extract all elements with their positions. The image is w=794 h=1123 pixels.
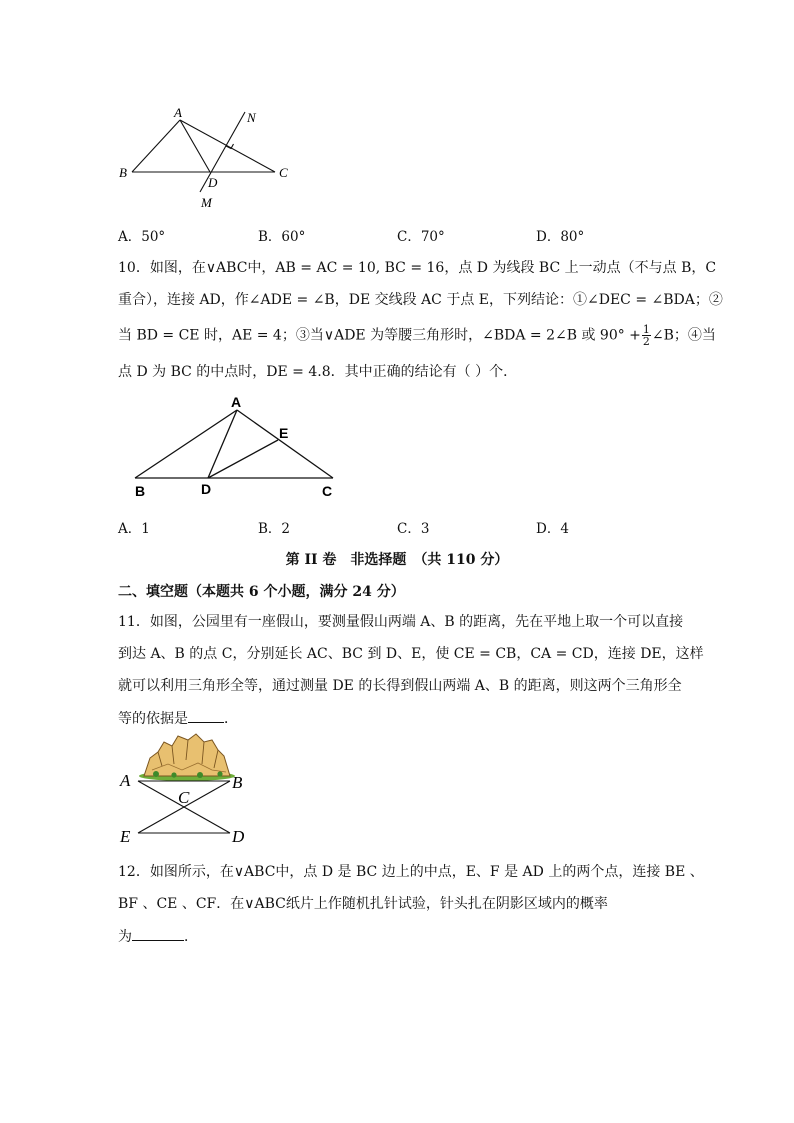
q12-line-3-end: ． (184, 929, 198, 945)
q9-option-b[interactable]: B．60° (258, 229, 306, 245)
q10-line-2: 重合），连接 AD，作∠ADE = ∠B，DE 交线段 AC 于点 E，下列结论：①∠DEC = ∠BDA；② (118, 292, 723, 308)
label-N: N (247, 110, 256, 125)
q10-line-3-pre: 当 BD = CE 时，AE = 4；③当∨ADE 为等腰三角形时，∠BDA = 2∠B 或 90° + (118, 327, 641, 344)
label-C: C (178, 788, 190, 807)
q10-option-c[interactable]: C．3 (397, 521, 430, 537)
fraction-numerator: 1 (642, 323, 650, 336)
q9-option-c[interactable]: C．70° (397, 229, 445, 245)
q9-option-a[interactable]: A．50° (118, 229, 166, 245)
q11-line-4 (118, 708, 238, 729)
segment-DE (208, 440, 278, 478)
segment-AB (135, 410, 237, 478)
q9-option-d[interactable]: D．80° (536, 229, 585, 245)
q12-answer-blank[interactable] (132, 926, 184, 941)
label-M: M (201, 195, 212, 210)
q12-line-3-text: 为 (118, 929, 132, 945)
label-E: E (120, 827, 131, 846)
fill-in-heading: 二、填空题（本题共 6 个小题，满分 24 分） (118, 584, 405, 600)
label-D: D (201, 481, 212, 497)
label-E: E (279, 425, 289, 441)
rockery-illustration (139, 734, 235, 781)
segment-AC (180, 120, 275, 172)
label-B: B (135, 483, 146, 499)
label-D: D (208, 175, 218, 190)
figure-q10 (125, 390, 345, 502)
label-B: B (119, 165, 127, 180)
q11-line-1: 11．如图，公园里有一座假山，要测量假山两端 A、B 的距离，先在平地上取一个可以直接 (118, 614, 684, 630)
q12-line-1: 12．如图所示，在∨ABC中，点 D 是 BC 边上的中点，E、F 是 AD 上的两个点，连接 BE 、 (118, 864, 704, 880)
q11-answer-blank[interactable] (188, 708, 224, 723)
q10-option-b[interactable]: B．2 (258, 521, 291, 537)
q10-line-3 (118, 324, 716, 347)
label-D: D (232, 827, 245, 846)
label-C: C (279, 165, 288, 180)
q11-line-4-text: 等的依据是 (118, 711, 188, 727)
figure-q9 (110, 100, 290, 215)
label-A: A (231, 394, 242, 410)
q11-line-2: 到达 A、B 的点 C，分别延长 AC、BC 到 D、E，使 CE = CB，CA = CD，连接 DE，这样 (118, 646, 704, 662)
q10-option-d[interactable]: D．4 (536, 521, 569, 537)
q10-line-1: 10．如图，在∨ABC中，AB = AC = 10, BC = 16，点 D 为线段 BC 上一动点（不与点 B，C (118, 260, 717, 276)
q11-line-4-end: ． (224, 711, 238, 727)
label-A: A (120, 771, 131, 790)
segment-AC (237, 410, 333, 478)
q11-line-3: 就可以利用三角形全等，通过测量 DE 的长得到假山两端 A、B 的距离，则这两个三角形全 (118, 678, 682, 694)
q12-line-3 (118, 926, 198, 947)
q12-line-2: BF 、CE 、CF．在∨ABC纸片上作随机扎针试验，针头扎在阴影区域内的概率 (118, 896, 608, 912)
figure-q11 (112, 730, 262, 850)
label-C: C (322, 483, 333, 499)
q10-option-a[interactable]: A．1 (118, 521, 150, 537)
fraction-denominator: 2 (642, 335, 650, 348)
q10-line-4: 点 D 为 BC 的中点时，DE = 4.8．其中正确的结论有（ ）个． (118, 364, 518, 380)
label-B: B (232, 773, 243, 792)
q10-line-3-post: ∠B；④当 (651, 327, 716, 344)
segment-AB (132, 120, 180, 172)
section-title: 第 II 卷 非选择题 （共 110 分） (285, 552, 509, 568)
label-A: A (174, 105, 182, 120)
fraction-one-half (642, 324, 651, 347)
